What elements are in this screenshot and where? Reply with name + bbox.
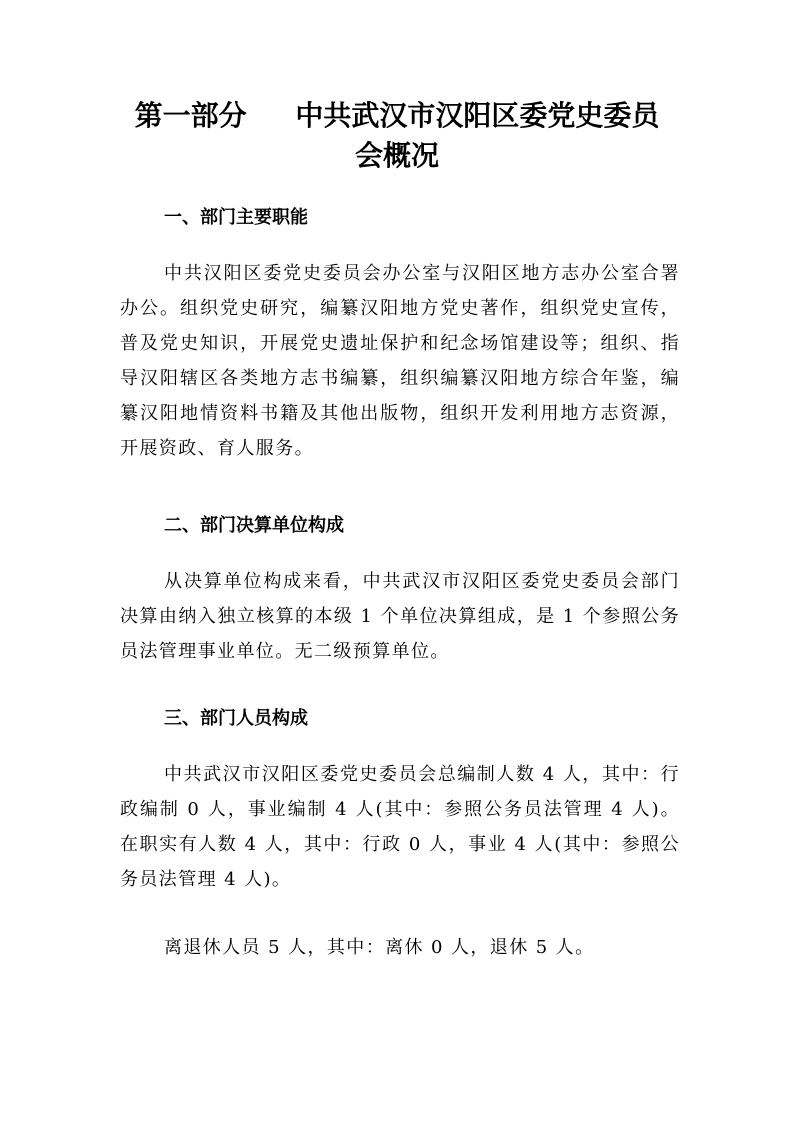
paragraph-functions: 中共汉阳区委党史委员会办公室与汉阳区地方志办公室合署办公。组织党史研究，编纂汉阳地方党史著作，组织党史宣传，普及党史知识，开展党史遗址保护和纪念场馆建设等；组织、指导汉阳辖区各类地方志书编纂，组织编纂汉阳地方综合年鉴，编纂汉阳地情资料书籍及其他出版物，组织开发利用地方志资源，开展资政、育人服务。 (120, 263, 680, 459)
paragraph-units: 从决算单位构成来看，中共武汉市汉阳区委党史委员会部门决算由纳入独立核算的本级 1 个单位决算组成，是 1 个参照公务员法管理事业单位。无二级预算单位。 (120, 571, 680, 662)
title-line-1 (100, 96, 694, 136)
title-name-line1: 中共武汉市汉阳区委党史委员 (295, 99, 660, 132)
page-title (100, 96, 694, 176)
paragraph-staff: 中共武汉市汉阳区委党史委员会总编制人数 4 人，其中：行政编制 0 人，事业编制 4 人(其中：参照公务员法管理 4 人)。在职实有人数 4 人，其中：行政 0 人，事业 4 人(其中：参照公务员法管理 4 人)。 (120, 764, 680, 890)
paragraph-retirees: 离退休人员 5 人，其中：离休 0 人，退休 5 人。 (164, 937, 595, 958)
section-heading-functions: 一、部门主要职能 (164, 207, 308, 228)
section-heading-staff: 三、部门人员构成 (164, 708, 308, 729)
title-part: 第一部分 (134, 99, 247, 132)
section-heading-units: 二、部门决算单位构成 (164, 515, 344, 536)
title-line-2: 会概况 (354, 139, 439, 172)
